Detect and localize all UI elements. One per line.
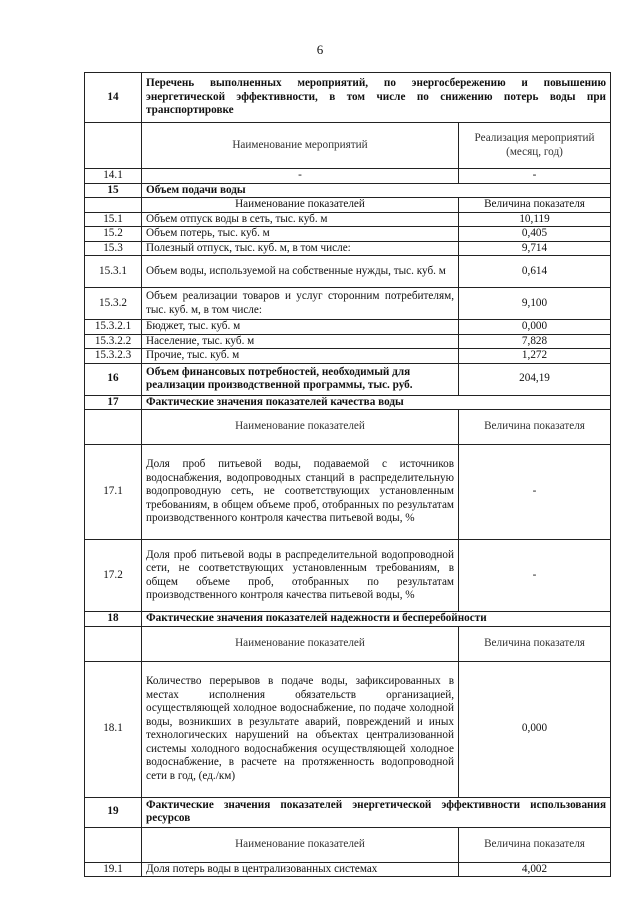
column-header-value: Величина показателя [459, 626, 611, 661]
row-name: Количество перерывов в подаче воды, зафиксированных в местах исполнения обязательств организацией, осуществляющей холодное водоснабжение, по подаче холодной воды, возникших в результате аварий, повреждений и иных технологических нарушений на объектах централизованной системы холодного водоснабжения осуществляющей холодное водоснабжение, в расчете на протяженность водопроводной сети в год, (ед./км) [142, 661, 459, 797]
row-value: - [459, 169, 611, 184]
table-row [85, 862, 611, 877]
program-table [84, 72, 611, 877]
row-name: Объем воды, используемой на собственные нужды, тыс. куб. м [142, 256, 459, 288]
column-header-value: Величина показателя [459, 827, 611, 862]
row-name: Бюджет, тыс. куб. м [142, 320, 459, 335]
column-header-name: Наименование показателей [142, 410, 459, 445]
table-row [85, 256, 611, 288]
row-name: Доля проб питьевой воды в распределительной водопроводной сети, не соответствующих установленным требованиям, в общем объеме проб, отобранных по результатам производственного контроля качества питьевой воды, % [142, 540, 459, 612]
section-title: Фактические значения показателей энергетической эффективности использования ресурсов [142, 797, 611, 827]
column-header-name: Наименование мероприятий [142, 123, 459, 169]
section-18-header [85, 612, 611, 627]
row-number: 17.1 [85, 445, 142, 540]
row-name: Доля проб питьевой воды, подаваемой с источников водоснабжения, водопроводных станций в распределительную водопроводную сеть, не соответствующих установленным требованиям, в общем объеме проб, отобранных по результатам производственного контроля качества питьевой воды, % [142, 445, 459, 540]
section-title: Фактические значения показателей качества воды [142, 395, 611, 410]
table-row [85, 212, 611, 227]
table-row [85, 349, 611, 364]
section-title: Объем подачи воды [142, 183, 611, 198]
section-number: 17 [85, 395, 142, 410]
row-value: 0,000 [459, 320, 611, 335]
row-name: - [142, 169, 459, 184]
row-number: 15.3.2.1 [85, 320, 142, 335]
section-number: 19 [85, 797, 142, 827]
row-number: 15.3.2.3 [85, 349, 142, 364]
table-row [85, 227, 611, 242]
row-value: - [459, 445, 611, 540]
column-header-name: Наименование показателей [142, 198, 459, 213]
column-header-value: Реализация мероприятий (месяц, год) [459, 123, 611, 169]
row-value: 204,19 [459, 363, 611, 395]
column-header-value: Величина показателя [459, 198, 611, 213]
row-number: 18.1 [85, 661, 142, 797]
section-number: 16 [85, 363, 142, 395]
column-header-name: Наименование показателей [142, 626, 459, 661]
table-row [85, 288, 611, 320]
section-18-columns [85, 626, 611, 661]
column-header-value: Величина показателя [459, 410, 611, 445]
table-row [85, 661, 611, 797]
page-number: 6 [316, 42, 324, 57]
section-17-header [85, 395, 611, 410]
table-row [85, 241, 611, 256]
table-row [85, 540, 611, 612]
column-header-name: Наименование показателей [142, 827, 459, 862]
row-name: Полезный отпуск, тыс. куб. м, в том числе: [142, 241, 459, 256]
row-number: 15.3 [85, 241, 142, 256]
row-name: Объем потерь, тыс. куб. м [142, 227, 459, 242]
section-title: Объем финансовых потребностей, необходимый для реализации производственной программы, тыс. руб. [142, 363, 459, 395]
section-15-columns [85, 198, 611, 213]
row-number: 15.3.2.2 [85, 334, 142, 349]
row-value: 1,272 [459, 349, 611, 364]
table-row [85, 320, 611, 335]
row-value: 0,614 [459, 256, 611, 288]
section-number: 18 [85, 612, 142, 627]
row-name: Прочие, тыс. куб. м [142, 349, 459, 364]
row-value: 7,828 [459, 334, 611, 349]
row-value: 9,100 [459, 288, 611, 320]
section-16-row [85, 363, 611, 395]
section-number: 14 [85, 73, 142, 123]
row-name: Доля потерь воды в централизованных системах [142, 862, 459, 877]
section-number: 15 [85, 183, 142, 198]
row-number: 15.2 [85, 227, 142, 242]
section-17-columns [85, 410, 611, 445]
row-name: Объем отпуск воды в сеть, тыс. куб. м [142, 212, 459, 227]
row-name: Объем реализации товаров и услуг сторонним потребителям, тыс. куб. м, в том числе: [142, 288, 459, 320]
row-value: 9,714 [459, 241, 611, 256]
row-number: 15.1 [85, 212, 142, 227]
row-number: 17.2 [85, 540, 142, 612]
row-number: 19.1 [85, 862, 142, 877]
row-number: 15.3.2 [85, 288, 142, 320]
section-19-columns [85, 827, 611, 862]
section-14-header [85, 73, 611, 123]
section-title: Перечень выполненных мероприятий, по энергосбережению и повышению энергетической эффективности, в том числе по снижению потерь воды при транспортировке [142, 73, 611, 123]
row-number: 14.1 [85, 169, 142, 184]
section-title: Фактические значения показателей надежности и бесперебойности [142, 612, 611, 627]
section-19-header [85, 797, 611, 827]
table-row [85, 445, 611, 540]
table-row [85, 334, 611, 349]
row-value: - [459, 540, 611, 612]
row-value: 4,002 [459, 862, 611, 877]
row-value: 0,000 [459, 661, 611, 797]
row-value: 10,119 [459, 212, 611, 227]
section-14-columns [85, 123, 611, 169]
row-name: Население, тыс. куб. м [142, 334, 459, 349]
row-number: 15.3.1 [85, 256, 142, 288]
section-15-header [85, 183, 611, 198]
row-value: 0,405 [459, 227, 611, 242]
table-row [85, 169, 611, 184]
